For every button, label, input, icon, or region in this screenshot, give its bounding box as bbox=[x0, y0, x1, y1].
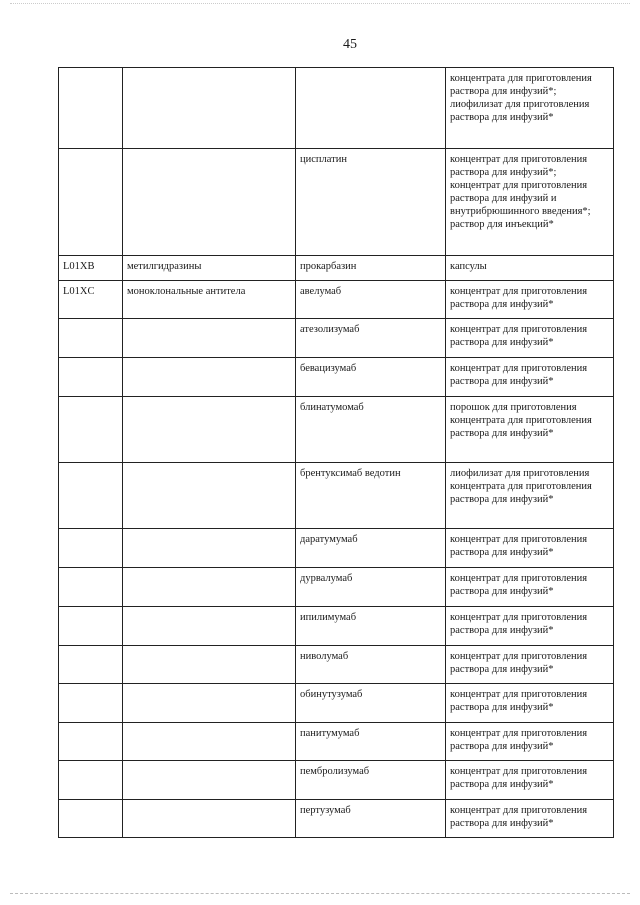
drug-name-cell: пертузумаб bbox=[296, 800, 446, 838]
dosage-form-cell: концентрат для приготовления раствора для инфузий* bbox=[446, 723, 614, 761]
drug-name-cell: даратумумаб bbox=[296, 529, 446, 568]
table-row bbox=[59, 68, 614, 149]
group-cell: метилгидразины bbox=[123, 256, 296, 281]
group-cell bbox=[123, 684, 296, 723]
table-row bbox=[59, 463, 614, 529]
dosage-form-cell: концентрата для приготовления раствора для инфузий*; лиофилизат для приготовления раствора для инфузий* bbox=[446, 68, 614, 149]
table-row bbox=[59, 568, 614, 607]
drug-name-cell: ниволумаб bbox=[296, 646, 446, 684]
drug-name-cell: дурвалумаб bbox=[296, 568, 446, 607]
drug-name-cell: брентуксимаб ведотин bbox=[296, 463, 446, 529]
dosage-form-cell: концентрат для приготовления раствора для инфузий*; концентрат для приготовления раствора для инфузий и внутрибрюшинного введения*; раствор для инъекций* bbox=[446, 149, 614, 256]
drug-name-cell: ипилимумаб bbox=[296, 607, 446, 646]
group-cell bbox=[123, 723, 296, 761]
atc-code-cell bbox=[59, 529, 123, 568]
drug-name-cell: цисплатин bbox=[296, 149, 446, 256]
table-row bbox=[59, 761, 614, 800]
table-row bbox=[59, 397, 614, 463]
group-cell bbox=[123, 607, 296, 646]
atc-code-cell bbox=[59, 568, 123, 607]
group-cell bbox=[123, 319, 296, 358]
drug-name-cell: прокарбазин bbox=[296, 256, 446, 281]
scan-edge-bottom bbox=[10, 893, 630, 894]
atc-code-cell: L01XC bbox=[59, 281, 123, 319]
group-cell bbox=[123, 358, 296, 397]
table-row bbox=[59, 684, 614, 723]
atc-code-cell bbox=[59, 68, 123, 149]
dosage-form-cell: концентрат для приготовления раствора для инфузий* bbox=[446, 281, 614, 319]
atc-code-cell bbox=[59, 684, 123, 723]
drug-name-cell: пембролизумаб bbox=[296, 761, 446, 800]
drug-table bbox=[58, 67, 614, 838]
dosage-form-cell: концентрат для приготовления раствора для инфузий* bbox=[446, 568, 614, 607]
dosage-form-cell: концентрат для приготовления раствора для инфузий* bbox=[446, 800, 614, 838]
scan-edge-top bbox=[10, 3, 630, 4]
atc-code-cell bbox=[59, 607, 123, 646]
dosage-form-cell: лиофилизат для приготовления концентрата для приготовления раствора для инфузий* bbox=[446, 463, 614, 529]
group-cell bbox=[123, 800, 296, 838]
table-row bbox=[59, 358, 614, 397]
table-row bbox=[59, 319, 614, 358]
atc-code-cell bbox=[59, 319, 123, 358]
dosage-form-cell: капсулы bbox=[446, 256, 614, 281]
dosage-form-cell: концентрат для приготовления раствора для инфузий* bbox=[446, 358, 614, 397]
atc-code-cell bbox=[59, 463, 123, 529]
table-row bbox=[59, 256, 614, 281]
table-row bbox=[59, 723, 614, 761]
table-row bbox=[59, 281, 614, 319]
group-cell bbox=[123, 761, 296, 800]
dosage-form-cell: концентрат для приготовления раствора для инфузий* bbox=[446, 684, 614, 723]
group-cell bbox=[123, 397, 296, 463]
dosage-form-cell: порошок для приготовления концентрата для приготовления раствора для инфузий* bbox=[446, 397, 614, 463]
drug-name-cell: блинатумомаб bbox=[296, 397, 446, 463]
dosage-form-cell: концентрат для приготовления раствора для инфузий* bbox=[446, 529, 614, 568]
group-cell bbox=[123, 529, 296, 568]
atc-code-cell: L01XB bbox=[59, 256, 123, 281]
group-cell bbox=[123, 646, 296, 684]
drug-name-cell: авелумаб bbox=[296, 281, 446, 319]
group-cell bbox=[123, 568, 296, 607]
dosage-form-cell: концентрат для приготовления раствора для инфузий* bbox=[446, 607, 614, 646]
table-row bbox=[59, 607, 614, 646]
drug-name-cell bbox=[296, 68, 446, 149]
group-cell bbox=[123, 68, 296, 149]
atc-code-cell bbox=[59, 723, 123, 761]
group-cell: моноклональные антитела bbox=[123, 281, 296, 319]
page-number: 45 bbox=[343, 37, 357, 52]
drug-name-cell: обинутузумаб bbox=[296, 684, 446, 723]
group-cell bbox=[123, 463, 296, 529]
table-row bbox=[59, 800, 614, 838]
dosage-form-cell: концентрат для приготовления раствора для инфузий* bbox=[446, 646, 614, 684]
table-row bbox=[59, 529, 614, 568]
table-row bbox=[59, 149, 614, 256]
drug-name-cell: бевацизумаб bbox=[296, 358, 446, 397]
atc-code-cell bbox=[59, 761, 123, 800]
group-cell bbox=[123, 149, 296, 256]
table-row bbox=[59, 646, 614, 684]
drug-name-cell: панитумумаб bbox=[296, 723, 446, 761]
atc-code-cell bbox=[59, 149, 123, 256]
atc-code-cell bbox=[59, 397, 123, 463]
atc-code-cell bbox=[59, 800, 123, 838]
dosage-form-cell: концентрат для приготовления раствора для инфузий* bbox=[446, 761, 614, 800]
atc-code-cell bbox=[59, 358, 123, 397]
dosage-form-cell: концентрат для приготовления раствора для инфузий* bbox=[446, 319, 614, 358]
drug-name-cell: атезолизумаб bbox=[296, 319, 446, 358]
atc-code-cell bbox=[59, 646, 123, 684]
